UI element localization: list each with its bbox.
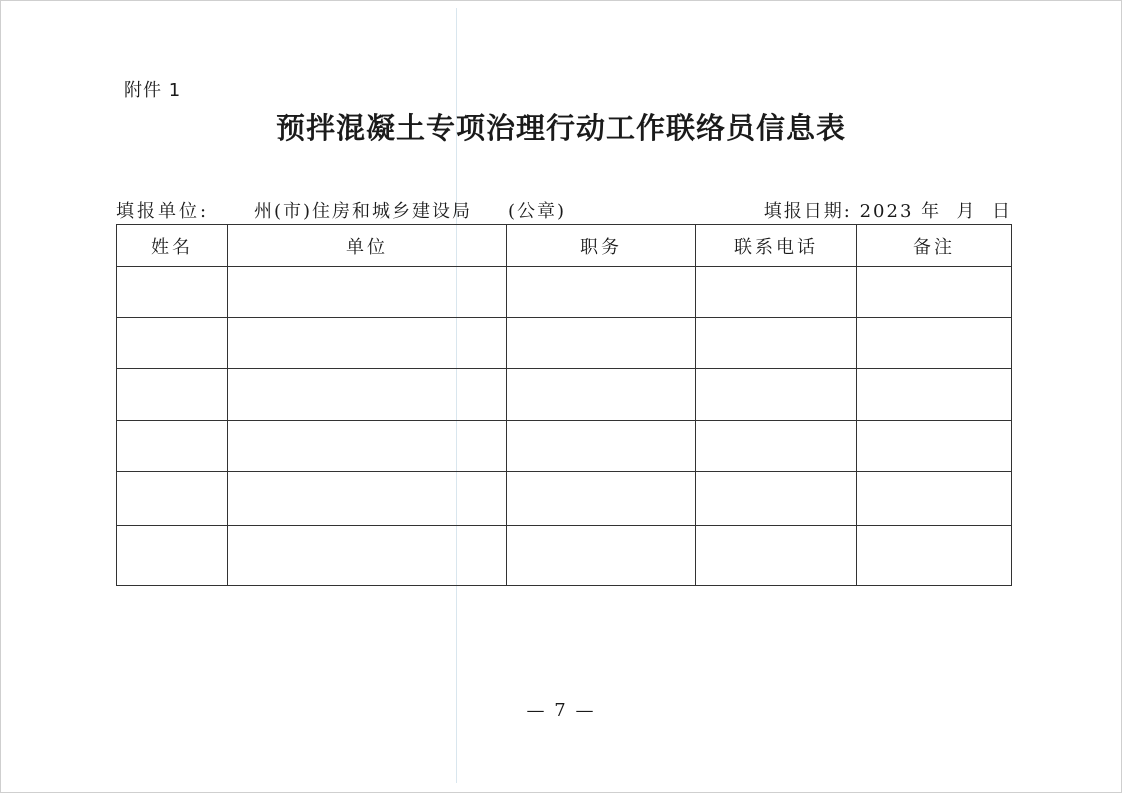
cell-position[interactable] [507,267,696,318]
cell-remarks[interactable] [857,526,1012,586]
fill-info-row [116,197,1012,221]
cell-position[interactable] [507,526,696,586]
table-row [117,267,1012,318]
cell-name[interactable] [117,421,228,472]
cell-phone[interactable] [696,318,857,369]
header-position: 职务 [507,225,696,267]
cell-unit[interactable] [228,318,507,369]
header-unit: 单位 [228,225,507,267]
page-number: — 7 — [526,700,596,721]
header-remarks: 备注 [857,225,1012,267]
cell-position[interactable] [507,421,696,472]
cell-name[interactable] [117,526,228,586]
cell-phone[interactable] [696,267,857,318]
table-row [117,526,1012,586]
cell-name[interactable] [117,472,228,526]
document-title: 预拌混凝土专项治理行动工作联络员信息表 [275,111,846,145]
cell-phone[interactable] [696,369,857,421]
table-header-row [117,225,1012,267]
header-phone: 联系电话 [696,225,857,267]
table-row [117,472,1012,526]
table-row [117,421,1012,472]
fill-date: 填报日期: 2023 年 月 日 [763,201,1012,222]
cell-phone[interactable] [696,472,857,526]
seal-note: (公章) [508,201,567,222]
cell-remarks[interactable] [857,369,1012,421]
cell-position[interactable] [507,369,696,421]
table-row [117,318,1012,369]
cell-unit[interactable] [228,526,507,586]
cell-unit[interactable] [228,369,507,421]
cell-remarks[interactable] [857,421,1012,472]
fill-unit-label: 填报单位: [116,201,210,222]
cell-name[interactable] [117,369,228,421]
attachment-label: 附件 1 [124,80,182,101]
cell-position[interactable] [507,472,696,526]
cell-unit[interactable] [228,421,507,472]
cell-remarks[interactable] [857,267,1012,318]
cell-position[interactable] [507,318,696,369]
cell-remarks[interactable] [857,318,1012,369]
cell-phone[interactable] [696,526,857,586]
cell-name[interactable] [117,318,228,369]
cell-unit[interactable] [228,267,507,318]
header-name: 姓名 [117,225,228,267]
table-row [117,369,1012,421]
cell-phone[interactable] [696,421,857,472]
fill-unit-value: 州(市)住房和城乡建设局 [254,201,473,222]
cell-remarks[interactable] [857,472,1012,526]
cell-name[interactable] [117,267,228,318]
cell-unit[interactable] [228,472,507,526]
contact-info-table [116,224,1012,586]
